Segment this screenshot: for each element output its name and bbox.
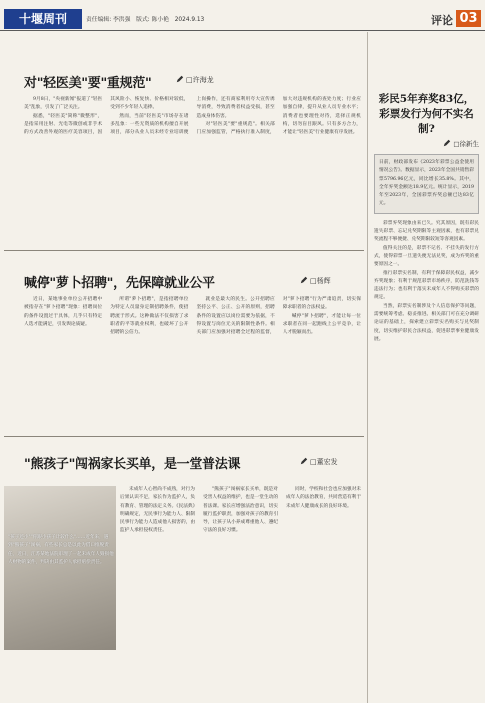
paragraph: 对"轻医美"要"重规范"。相关部门应加强监管，严格执行准入制度，加大对违规机构的查处力度；行业应加强自律，提升从业人员专业水平；消费者也要理性对待，选择正规机构，切勿盲目跟风。只有多方合力，才能让"轻医美"行业健康有序发展。 <box>196 97 361 136</box>
edition-meta: 责任编辑: 李洪强 版式: 陈小艳 2024.9.13 <box>86 17 205 23</box>
paragraph: 同时，学校和社会也应加强对未成年人的法治教育，共同营造有利于未成年人健康成长的良好环境。 <box>286 487 361 509</box>
header-divider <box>0 30 485 31</box>
article-byline-2 <box>300 276 331 286</box>
paragraph: 未成年人心智尚不成熟，对行为后果认识不足，家长作为监护人，负有教育、管理的法定义务。《民法典》明确规定，无民事行为能力人、限制民事行为能力人造成他人损害的，由监护人承担侵权责任。 <box>120 487 196 534</box>
article-body-3 <box>120 486 361 699</box>
right-article-byline <box>374 139 479 148</box>
paragraph: 据悉，"轻医美"简称"微整形"，是指采用注射、光电等微创或非手术的方式改善外观的医疗美容项目，因其风险小、恢复快、价格相对较低，受到不少年轻人追捧。 <box>24 97 189 136</box>
article-title-1: 对"轻医美"要"重规范" <box>24 76 152 91</box>
byline-text: □杨辉 <box>310 277 331 285</box>
pen-icon <box>300 457 308 465</box>
article-divider <box>4 436 364 437</box>
byline-text: □董宏发 <box>310 458 338 466</box>
right-column <box>374 32 479 344</box>
byline-text: □徐新生 <box>453 140 479 148</box>
pen-icon <box>176 75 184 83</box>
right-article-body <box>374 220 479 344</box>
paragraph: 所谓"萝卜招聘"，是指招聘单位为特定人员量身定制招聘条件，使招聘流于形式。这种做法不仅损害了求职者的平等就业权利，也破坏了公开招聘的公信力。 <box>110 297 189 336</box>
article-divider <box>4 250 364 251</box>
paragraph: 喊停"萝卜招聘"，才能让每一位求职者在同一起跑线上公平竞争，让人才脱颖而出。 <box>282 313 361 336</box>
paragraph: 就业是最大的民生。公开招聘应坚持公平、公正、公开的原则，招聘条件的设置应以岗位需要为依据，不得设置与岗位无关的限制性条件。相关部门应加强对招聘全过程的监督，对"萝卜招聘"行为严肃追责，切实保障求职者的合法权益。 <box>196 297 361 336</box>
paragraph: 9月8日，"央视新闻"报道了"轻医美"乱象，引发了广泛关注。 <box>24 97 103 111</box>
paragraph: "熊孩子"闯祸家长买单，既是对受害人权益的维护，也是一堂生动的普法课。家长应增强法治意识，切实履行监护职责，加强对孩子的教育引导，让孩子从小养成尊重他人、遵纪守法的良好习惯。 <box>203 487 279 534</box>
article-body-2 <box>24 296 361 426</box>
article-byline-1 <box>176 75 214 85</box>
paragraph: 推行彩票实名制，有利于保障彩民权益，减少弃奖现象；有利于规范彩票市场秩序，防范洗钱等违法行为；也有利于落实未成年人不得购买彩票的规定。 <box>374 270 479 301</box>
photo-image <box>4 486 116 650</box>
article-body-1 <box>24 96 361 236</box>
right-article-title: 彩民5年弃奖83亿，彩票发行为何不实名制? <box>378 93 475 135</box>
column-divider <box>367 32 368 703</box>
photo-lead-text: "孩子还小""你跟小孩子计较什么"……近年来，遇到"熊孩子"闯祸，有些家长总是以此为借口推脱责任。近日，江苏某地法院审理了一起未成年人毁损他人财物的案件，判决由其监护人承担赔偿责任。 <box>8 535 114 565</box>
paragraph: 彩票弃奖现象由来已久。究其原因，既有彩民遗失彩票、忘记兑奖期限等主观因素，也有彩票兑奖流程不够便捷、兑奖期限较短等客观因素。 <box>374 220 479 243</box>
newspaper-logo: 十堰周刊 <box>4 9 82 29</box>
paragraph: 值得关注的是，彩票不记名、不挂失的发行方式，使得彩票一旦遗失便无法兑奖，成为弃奖的重要原因之一。 <box>374 245 479 268</box>
paragraph: 近日，某地事业单位公开招聘中被指存在"萝卜招聘"现象：招聘岗位的条件设置过于具体，几乎只有特定人选才能满足，引发舆论质疑。 <box>24 297 103 327</box>
article-photo <box>4 486 116 650</box>
article-byline-3 <box>300 457 338 467</box>
pen-icon <box>443 139 451 147</box>
pen-icon <box>300 276 308 284</box>
page-header <box>0 0 485 30</box>
page-number: 03 <box>456 10 481 27</box>
paragraph: 然而，当前"轻医美"市场存在诸多乱象：一些无资质的机构擅自开展项目，部分从业人员未经专业培训便上岗操作，还有商家利用夸大宣传诱导消费，导致消费者权益受损，甚至造成身体伤害。 <box>110 97 275 136</box>
article-title-2: 喊停"萝卜招聘"，先保障就业公平 <box>24 276 215 291</box>
article-title-3: "熊孩子"闯祸家长买单，是一堂普法课 <box>24 457 241 472</box>
right-article-lead-box: 日前，财政部发布《2023年彩票公益金使用情况公告》。数据显示，2023年全国共销售彩票5796.96亿元，同比增长35.8%。其中，全年弃奖金额达18.9亿元。统计显示，2019年至2023年，全国彩票弃奖总额已达83亿元。 <box>374 154 479 214</box>
byline-text: □许海龙 <box>186 76 214 84</box>
section-name: 评论 <box>431 14 453 27</box>
paragraph: 当然，彩票实名制涉及个人信息保护等问题，需要统筹考虑、稳妥推进。相关部门可在充分调研论证的基础上，探索建立彩票实名购买与兑奖制度，切实维护彩民合法权益，促进彩票事业健康发展。 <box>374 303 479 342</box>
